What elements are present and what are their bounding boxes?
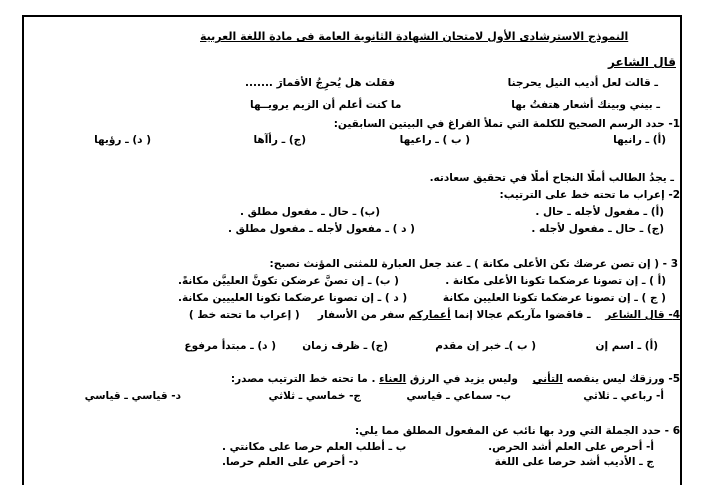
q2-option-c: (ج) ـ حال ـ مفعول لأجله . xyxy=(531,223,664,235)
q4-note: ( إعراب ما تحته خط ) xyxy=(188,309,300,321)
q3-option-d: ( د ) ـ إن تصونا عرضكما تكونا العلييين مكانة. xyxy=(178,292,408,304)
q6-option-a: أ- أحرص على العلم أشد الحرص. xyxy=(488,441,654,453)
q5-underlined-2: العناء xyxy=(379,373,407,385)
q4-line xyxy=(189,309,680,322)
exam-title: النموذج الاسترشادى الأول لامتحان الشهادة الثانوية العامة فى مادة اللغة العربية xyxy=(200,30,629,43)
q2-option-a: (أ) ـ مفعول لأجله ـ حال . xyxy=(535,206,664,218)
q3-option-c: ( ج ) ـ إن تصونا عرضكما تكونا العليين مكانة xyxy=(442,292,666,304)
poem-line1-left: فقلت هل يُحرِجُ الأقمارَ ....... xyxy=(245,77,395,89)
q6-text: 6 - حدد الجملة التي ورد بها نائب عن المفعول المطلق مما يلي: xyxy=(354,425,680,437)
q5-line xyxy=(231,373,680,386)
q3-option-b: ( ب) ـ إن تصنَّ عرضكن تكونَّ العلييَّن مكانةً. xyxy=(178,275,399,287)
q1-option-c: (ج) ـ رأآها xyxy=(253,134,306,146)
q5-suffix: . ما تحته خط الترتيب مصدر: xyxy=(230,373,376,385)
q3-option-a: (أ ) ـ إن تصونا عرضكما تكونا الأعلى مكانة . xyxy=(445,275,666,287)
q1-text: 1- حدد الرسم الصحيح للكلمة التي تملأ الفراغ في البيتين السابقين: xyxy=(333,118,680,130)
q3-text: 3 - ( إن تصن عرضك تكن الأعلى مكانة ) ـ عند جعل العبارة للمثنى المؤنث تصبح: xyxy=(269,258,678,270)
q1-option-a: (أ) ـ رانيها xyxy=(613,134,666,146)
q4-rest: سفر من الأسفار xyxy=(317,309,405,321)
q1-option-b: ( ب ) ـ راعيها xyxy=(399,134,470,146)
q5-prefix: 5- ورزقك ليس ينقصه xyxy=(566,373,680,385)
q4-label: 4- قال الشاعر xyxy=(605,309,680,321)
q6-option-c: ج ـ الأديب أشد حرصا على اللغة xyxy=(494,456,654,468)
q2-option-b: (ب) ـ حال ـ مفعول مطلق . xyxy=(240,206,381,218)
q5-option-b: ب- سماعي ـ قياسي xyxy=(406,390,511,402)
q4-option-b: ( ب )ـ خبر إن مقدم xyxy=(435,340,536,352)
q6-option-b: ب ـ أطلب العلم حرصا على مكانتي . xyxy=(222,441,407,453)
q4-option-d: ( د) ـ مبتدأ مرفوع xyxy=(184,340,276,352)
q4-underlined: أعماركم xyxy=(408,309,451,321)
q4-option-a: (أ) ـ اسم إن xyxy=(595,340,658,352)
poem-line2-left: ما كنت أعلم أن الزيم يرويــها xyxy=(250,99,402,111)
q4-option-c: (ج) ـ ظرف زمان xyxy=(302,340,388,352)
poem-line2-right: ـ بيني وبينك أشعار هتفتُ بها xyxy=(511,99,660,111)
q6-option-d: د- أحرص على العلم حرصا. xyxy=(222,456,359,468)
q2-option-d: ( د ) ـ مفعول لأجله ـ مفعول مطلق . xyxy=(228,223,415,235)
q5-option-a: أ- رباعي ـ ثلاثي xyxy=(583,390,664,402)
q5-option-c: ج- خماسي ـ ثلاثي xyxy=(268,390,361,402)
q5-mid: وليس يزيد في الرزق xyxy=(409,373,518,385)
poem-line1-right: ـ قالت لعل أديب النيل يحرجنا xyxy=(507,77,658,89)
q2-text: 2- إعراب ما تحته خط على الترتيب: xyxy=(499,189,680,201)
q2-sentence: ـ يجدُ الطالب أملًا النجاح أملًا في تحقيق سعادته. xyxy=(429,172,674,184)
section-title: قال الشاعر xyxy=(608,55,676,69)
q5-underlined-1: التأني xyxy=(532,373,563,385)
q4-text: ـ فاقضوا مآربكم عجالا إنما xyxy=(454,309,591,321)
q5-option-d: د- قياسي ـ قياسي xyxy=(84,390,181,402)
q1-option-d: ( د) ـ رؤيها xyxy=(94,134,151,146)
